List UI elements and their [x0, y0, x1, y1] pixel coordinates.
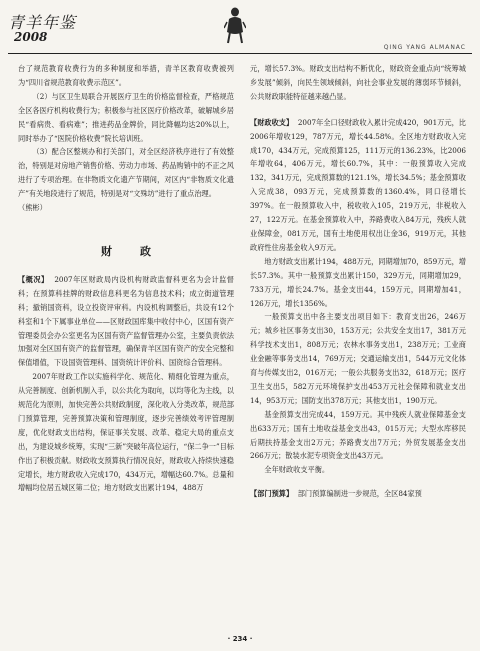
left-column	[18, 62, 234, 495]
page-number: · 234 ·	[227, 635, 253, 643]
paragraph: 2007年财政工作以实施科学化、规范化、精细化管理为重点，从完善制度、创新机制入手，以公共化为取向，以均等化为主线，以规范化为原则，加快完善公共财政制度，深化收入分类改革，规范部门预算管理，完善预算决策和管理制度，逐步完善绩效考评管理制度，优化财政支出结构，保证事关发展、改革、稳定大局的重点支出，为建设城乡统筹，实现“三新”突破年高位运行，“保二争一”目标作出了积极贡献。财政收支预算执行情况良好，财政收入持续快速稳定增长，地方财政收入完成170，434万元，增幅达60.7%。总量和增幅均位居五城区第二位；地方财政支出累计194，488万	[18, 372, 234, 493]
spacer	[250, 104, 466, 116]
right-column	[250, 62, 466, 501]
paragraph: 台了规范教育收费行为的多种制度和举措，青羊区教育收费被列为“四川省规范教育收费示范区”。	[18, 64, 234, 87]
header-divider	[8, 53, 472, 54]
page-header	[0, 0, 480, 56]
paragraph: 地方财政支出累计194，488万元，同期增加70，859万元，增长57.3%。其中一般预算支出累计150，329万元，同期增加29，733万元，增长24.7%。基金支出44，159万元，同期增加41，126万元，增长1356%。	[250, 256, 466, 308]
section-title: 财政	[101, 244, 179, 258]
subsection-tag: 【概况】	[18, 274, 49, 284]
paragraph-text: 2007年区财政局内设机构财政监督科更名为会计监督科；在预算科挂牌的财政信息科更名为信息技术科；成立街道管理科；撤销国资科，设立投资评审科。内设机构调整后，共设有12个科室和1个下属事业单位——区财政国库集中收付中心，区国有资产管理委员会办公室更名为区国有资产监督管理办公室，主要负责依法加强对全区国有资产的监督管理，确保青羊区国有资产的安全完整和保值增值，下设国资管理科、国资统计评价科、国资综合管理科。	[18, 274, 234, 368]
almanac-logo-year: 2008	[14, 30, 48, 44]
paragraph-overview	[18, 273, 234, 370]
subsection-tag: 【财政收支】	[250, 117, 294, 127]
author-note: （熊彬）	[18, 203, 47, 213]
header-english-title: QING YANG ALMANAC	[383, 44, 466, 51]
paragraph-text: 部门预算编制进一步规范，全区84家预	[297, 489, 422, 499]
paragraph: （2）与区卫生局联合开展医疗卫生的价格监督检查，严格规范全区各医疗机构收费行为；积极参与社区医疗价格改革，破解城乡居民“看病贵、看病难”；推进药品金牌价，同比降幅均达20%以上，同时举办了“医院价格收费”院长培训班。	[18, 91, 234, 143]
paragraph: 一般预算支出中各主要支出项目如下：教育支出26，246万元；城乡社区事务支出30，153万元；公共安全支出17，381万元科学技术支出1，808万元；农林水事务支出1，238万元；工业商业金融等事务支出14，769万元；交通运输支出1，544万元文化体育与传媒支出2，016万元；一般公共服务支出32，618万元；医疗卫生支出5，582万元环境保护支出453万元社会保障和就业支出14，953万元；国防支出378万元；其他支出1，190万元。	[250, 312, 466, 405]
spacer	[250, 477, 466, 487]
paragraph-revenue-expenditure	[250, 116, 466, 255]
paragraph-text: 2007年全口径财政收入累计完成420，901万元，比2006年增收129，787万元，增长44.58%。全区地方财政收入完成170，434万元，完成预算125，111万元的136.23%，比2006年增收64，406万元，增长60.7%，其中：一般预算收入完成132，341万元，完成预算数的121.1%，增长34.5%；基金预算收入完成38，093万元，完成预算数的1360.4%，同口径增长397%。在一般预算收入中，税收收入105，219万元，非税收入27，122万元。在基金预算收入中，养路费收入84万元，残疾人就业保障金，081万元，国有土地使用权出让金36，919万元，其他政府性住房基金收入9万元。	[250, 117, 466, 252]
paragraph-department-budget	[250, 487, 466, 501]
paragraph: 基金预算支出完成44，159万元。其中残疾人就业保障基金支出633万元；国有土地收益基金支出43，015万元；大型水库移民后期扶持基金支出2万元；养路费支出7万元；外贸发展基金支出266万元；散装水泥专项资金支出43万元。	[250, 409, 466, 461]
subsection-tag: 【部门预算】	[250, 489, 294, 499]
almanac-logo-title: 青羊年鉴	[8, 13, 77, 32]
paragraph: （3）配合区整规办和打关部门，对全区经济秩序进行了有效整治，特别是对房地产销售价格、劳动力市场、药品购销中的不正之风进行了专项治理。在非物质文化遗产节期间，对区内“非物质文化遗产”有关地段进行了规范，特别是对“文殊坊”进行了重点治理。	[18, 147, 234, 199]
emblem-figure-icon	[224, 6, 246, 44]
paragraph: 全年财政收支平衡。	[264, 465, 330, 475]
paragraph: 元，增长57.3%。财政支出结构不断优化，财政资金重点向“统筹城乡发展”倾斜，向民生领域倾斜，向社会事业发展的薄弱环节倾斜，公共财政职能特征越来越凸显。	[250, 64, 466, 101]
